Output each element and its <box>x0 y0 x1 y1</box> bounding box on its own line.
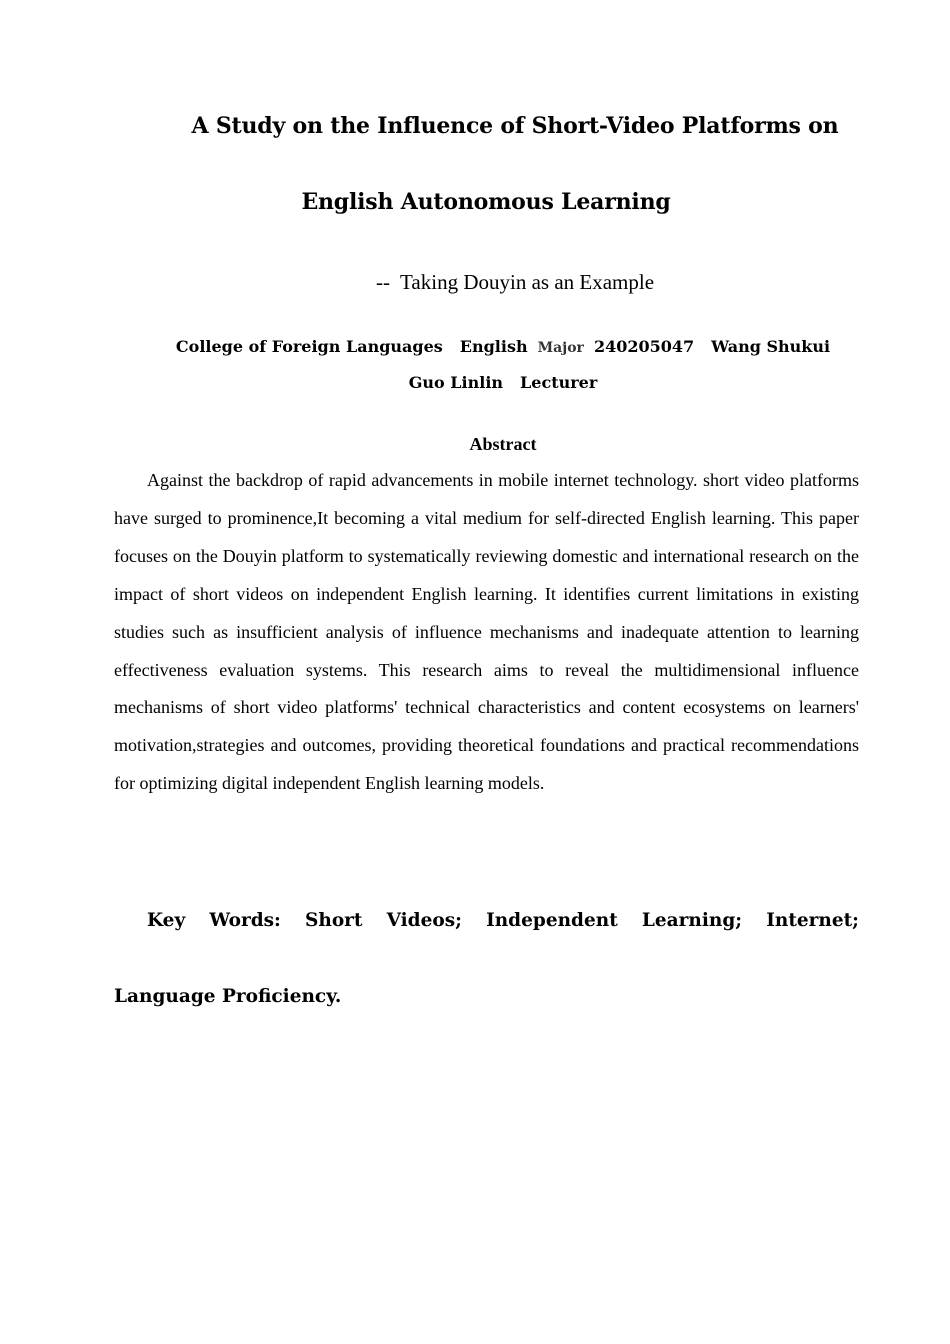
paper-title-line-2: English Autonomous Learning <box>301 189 671 215</box>
abstract-heading: Abstract <box>469 434 537 454</box>
advisor-info-line <box>0 373 950 392</box>
abstract-body: Against the backdrop of rapid advancements in mobile internet technology. short video platforms have surged to prominence,It becoming a vital medium for self-directed English learning. This paper focuses on the Douyin platform to systematically reviewing domestic and international research on the impact of short videos on independent English learning. It identifies current limitations in existing studies such as insufficient analysis of influence mechanisms and inadequate attention to learning effectiveness evaluation systems. This research aims to reveal the multidimensional influence mechanisms of short video platforms' technical characteristics and content ecosystems on learners' motivation,strategies and outcomes, providing theoretical foundations and practical recommendations for optimizing digital independent English learning models. <box>114 470 859 794</box>
advisor-title: Lecturer <box>520 373 598 392</box>
student-name: Wang Shukui <box>711 337 831 356</box>
advisor-name: Guo Linlin <box>408 373 504 392</box>
paper-title-line-1: A Study on the Influence of Short-Video Platforms on <box>191 113 839 139</box>
author-info-line <box>0 337 950 356</box>
student-id: 240205047 <box>593 337 695 356</box>
college-name: College of Foreign Languages <box>175 337 443 356</box>
subject-name: English <box>459 337 528 356</box>
major-label: Major <box>537 340 584 356</box>
keywords-paragraph: Key Words: Short Videos; Independent Learning; Internet; Language Proficiency. <box>114 910 859 1007</box>
paper-subtitle: -- Taking Douyin as an Example <box>375 270 655 294</box>
